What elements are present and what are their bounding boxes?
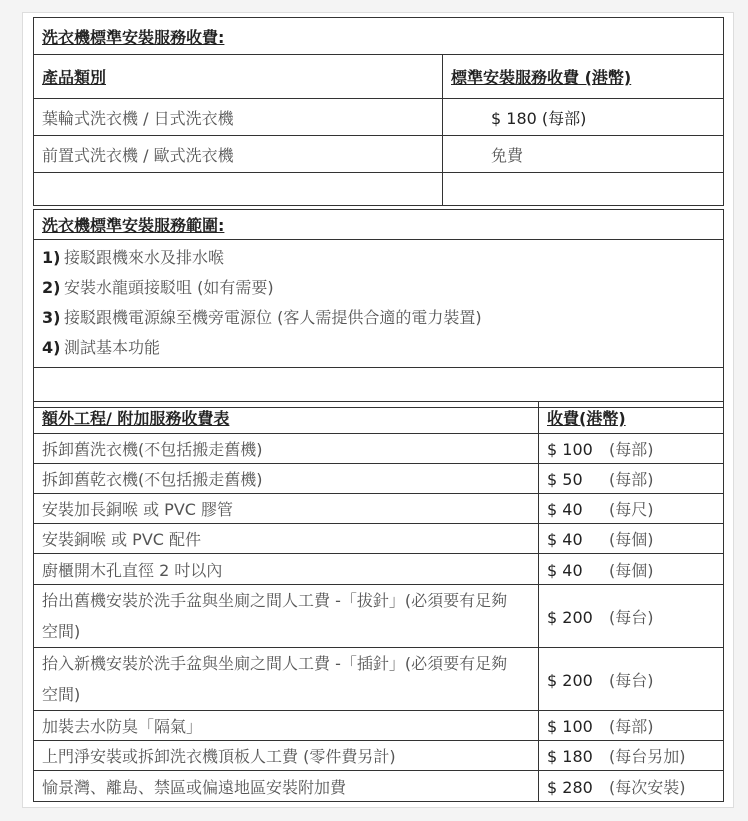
table-row — [34, 711, 724, 741]
unit: (每個) — [609, 560, 654, 580]
item-cell: 抬出舊機安裝於洗手盆與坐廁之間人工費 -「拔針」(必須要有足夠空間) — [34, 585, 539, 648]
amount-cell — [539, 741, 724, 771]
list-item — [42, 333, 715, 363]
item-cell: 加裝去水防臭「隔氣」 — [34, 711, 539, 741]
scope-list — [34, 240, 724, 368]
item-cell: 上門淨安裝或拆卸洗衣機頂板人工費 (零件費另計) — [34, 741, 539, 771]
category-header: 產品類別 — [34, 55, 443, 99]
amount: $ 200 — [547, 607, 593, 627]
item-text: 接駁跟機來水及排水喉 — [64, 248, 225, 267]
item-number: 1) — [42, 248, 61, 267]
table-row — [34, 554, 724, 585]
amount: $ 100 — [547, 717, 593, 736]
empty-row — [34, 173, 724, 206]
item-cell: 拆卸舊乾衣機(不包括搬走舊機) — [34, 464, 539, 494]
scope-title: 洗衣機標準安裝服務範圍: — [34, 210, 724, 240]
extra-fee-table — [33, 401, 724, 802]
unit: (每次安裝) — [609, 777, 686, 797]
item-text: 安裝水龍頭接駁咀 (如有需要) — [64, 278, 274, 297]
unit: (每尺) — [609, 500, 654, 519]
category-cell: 葉輪式洗衣機 / 日式洗衣機 — [34, 99, 443, 136]
amount: $ 280 — [547, 777, 593, 797]
amount: $ 40 — [547, 560, 583, 580]
amount-cell — [539, 554, 724, 585]
price-sheet — [22, 12, 734, 808]
install-fee-title: 洗衣機標準安裝服務收費: — [34, 18, 724, 55]
table-row — [34, 771, 724, 802]
extra-fee-header: 收費(港幣) — [539, 402, 724, 434]
table-row — [34, 99, 724, 136]
item-cell: 拆卸舊洗衣機(不包括搬走舊機) — [34, 434, 539, 464]
unit: (每部) — [609, 440, 654, 459]
unit: (每部) — [609, 470, 654, 489]
amount: $ 200 — [547, 670, 593, 690]
amount: $ 100 — [547, 440, 593, 459]
unit: (每台另加) — [609, 747, 686, 766]
item-cell: 安裝銅喉 或 PVC 配件 — [34, 524, 539, 554]
amount: $ 40 — [547, 530, 583, 549]
item-text: 接駁跟機電源線至機旁電源位 (客人需提供合適的電力裝置) — [64, 308, 482, 327]
list-item — [42, 243, 715, 273]
item-cell: 抬入新機安裝於洗手盆與坐廁之間人工費 -「插針」(必須要有足夠空間) — [34, 648, 539, 711]
install-fee-table — [33, 17, 724, 206]
category-cell: 前置式洗衣機 / 歐式洗衣機 — [34, 136, 443, 173]
table-row — [34, 648, 724, 711]
list-item — [42, 303, 715, 333]
unit: (每台) — [609, 607, 654, 627]
amount-cell — [539, 434, 724, 464]
item-cell: 廚櫃開木孔直徑 2 吋以內 — [34, 554, 539, 585]
unit: (每台) — [609, 670, 654, 690]
extra-fee-title: 額外工程/ 附加服務收費表 — [34, 402, 539, 434]
list-item — [42, 273, 715, 303]
table-row — [34, 524, 724, 554]
item-text: 測試基本功能 — [64, 338, 161, 357]
amount-cell — [539, 771, 724, 802]
table-row — [34, 585, 724, 648]
amount-cell — [539, 585, 724, 648]
table-row — [34, 434, 724, 464]
item-cell: 愉景灣、離島、禁區或偏遠地區安裝附加費 — [34, 771, 539, 802]
fee-header: 標準安裝服務收費 (港幣) — [443, 55, 724, 99]
item-number: 3) — [42, 308, 61, 327]
scope-table — [33, 209, 724, 408]
amount: $ 180 — [547, 747, 593, 766]
table-row — [34, 494, 724, 524]
fee-cell: 免費 — [443, 136, 724, 173]
fee-cell: $ 180 (每部) — [443, 99, 724, 136]
item-cell: 安裝加長銅喉 或 PVC 膠管 — [34, 494, 539, 524]
table-row — [34, 136, 724, 173]
amount-cell — [539, 648, 724, 711]
item-number: 2) — [42, 278, 61, 297]
amount: $ 50 — [547, 470, 583, 489]
table-row — [34, 741, 724, 771]
amount: $ 40 — [547, 500, 583, 519]
amount-cell — [539, 494, 724, 524]
item-number: 4) — [42, 338, 61, 357]
amount-cell — [539, 464, 724, 494]
amount-cell — [539, 711, 724, 741]
unit: (每個) — [609, 530, 654, 549]
table-row — [34, 464, 724, 494]
amount-cell — [539, 524, 724, 554]
unit: (每部) — [609, 717, 654, 736]
